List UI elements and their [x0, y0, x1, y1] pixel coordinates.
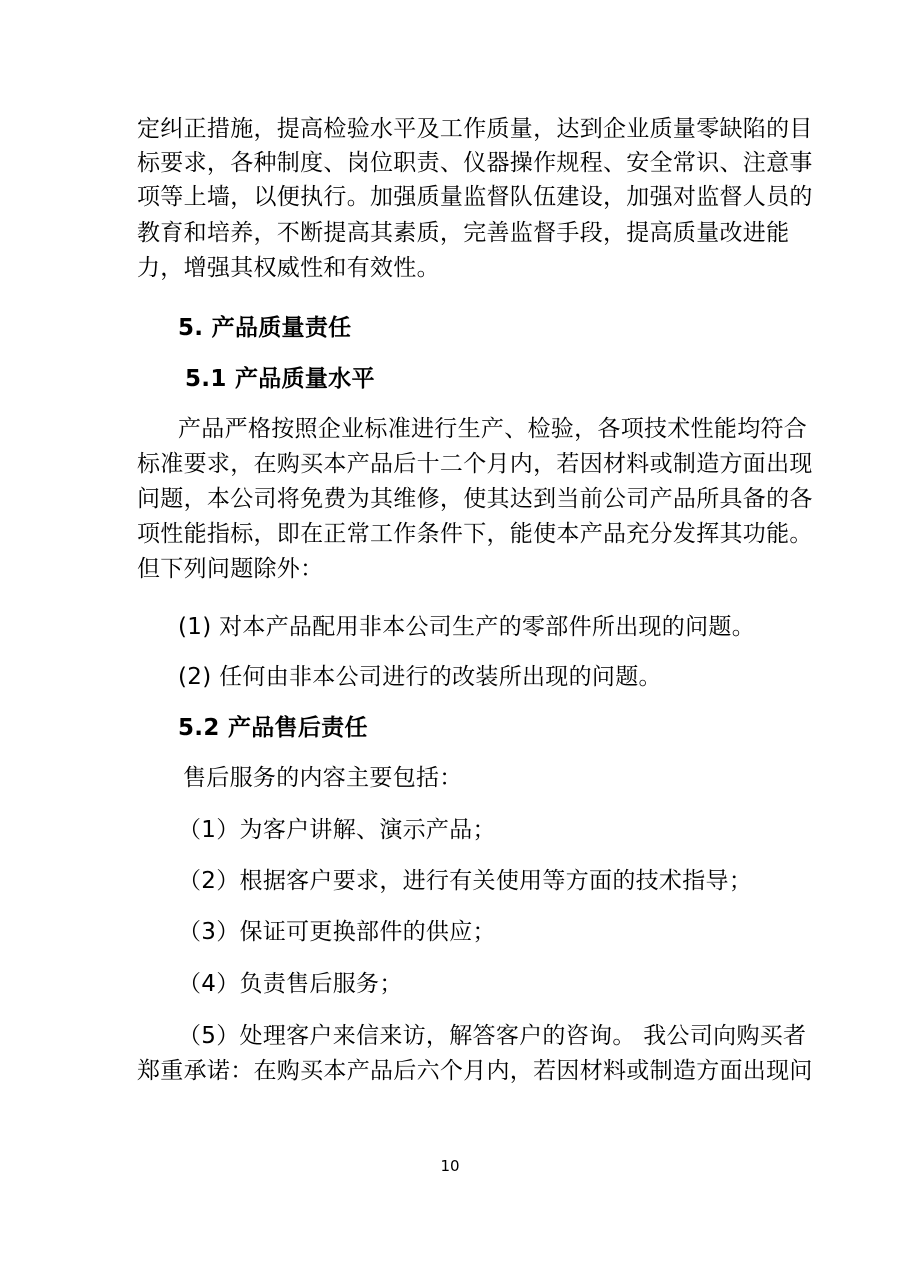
intro-line-5: 力，增强其权威性和有效性。: [137, 255, 440, 281]
after-sales-item-4: （4）负责售后服务；: [178, 971, 403, 997]
after-sales-intro: 售后服务的内容主要包括：: [183, 765, 463, 791]
closing-line-1: （5）处理客户来信来访，解答客户的咨询。 我公司向购买者: [178, 1023, 807, 1049]
quality-para-line-2: 标准要求，在购买本产品后十二个月内，若因材料或制造方面出现: [137, 451, 813, 477]
exception-item-2: (2) 任何由非本公司进行的改装所出现的问题。: [178, 664, 662, 690]
after-sales-item-2: （2）根据客户要求，进行有关使用等方面的技术指导；: [178, 868, 753, 894]
intro-line-4: 教育和培养，不断提高其素质，完善监督手段，提高质量改进能: [137, 220, 790, 246]
exception-item-1: (1) 对本产品配用非本公司生产的零部件所出现的问题。: [178, 614, 755, 640]
quality-para-line-5: 但下列问题除外：: [137, 556, 324, 582]
section-heading-5-1: 5.1 产品质量水平: [185, 366, 375, 392]
quality-para-line-1: 产品严格按照企业标准进行生产、检验，各项技术性能均符合: [178, 416, 808, 442]
quality-para-line-3: 问题，本公司将免费为其维修，使其达到当前公司产品所具备的各: [137, 486, 813, 512]
intro-line-3: 项等上墙，以便执行。加强质量监督队伍建设，加强对监督人员的: [137, 184, 813, 210]
page-number: 10: [440, 1157, 460, 1175]
after-sales-item-3: （3）保证可更换部件的供应；: [178, 919, 496, 945]
section-heading-5: 5. 产品质量责任: [178, 315, 352, 341]
closing-line-2: 郑重承诺：在购买本产品后六个月内，若因材料或制造方面出现问: [137, 1058, 813, 1084]
quality-para-line-4: 项性能指标，即在正常工作条件下，能使本产品充分发挥其功能。: [137, 521, 813, 547]
section-heading-5-2: 5.2 产品售后责任: [178, 715, 368, 741]
after-sales-item-1: （1）为客户讲解、演示产品；: [178, 817, 496, 843]
intro-line-1: 定纠正措施，提高检验水平及工作质量，达到企业质量零缺陷的目: [137, 116, 813, 142]
intro-line-2: 标要求，各种制度、岗位职责、仪器操作规程、安全常识、注意事: [137, 150, 813, 176]
